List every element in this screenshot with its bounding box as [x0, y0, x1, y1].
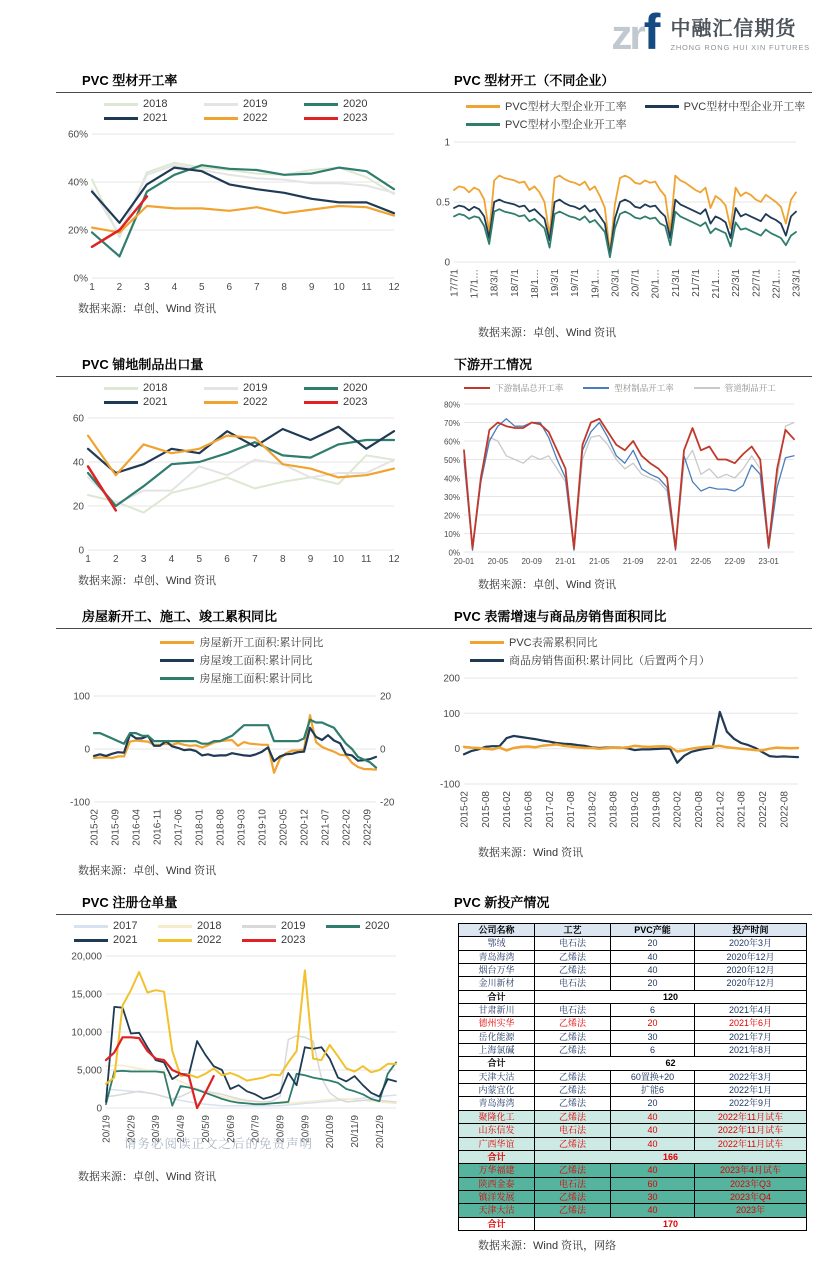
- legend-item: [158, 934, 242, 946]
- svg-text:1: 1: [89, 282, 95, 293]
- legend-item: [466, 116, 627, 132]
- svg-text:21/7/1: 21/7/1: [690, 269, 702, 297]
- table-row: 天津大沽 乙烯法 40 2023年: [459, 1204, 807, 1217]
- svg-text:2018-08: 2018-08: [608, 791, 620, 828]
- pvc-new-capacity-table: [458, 923, 807, 1231]
- legend-swatch: [74, 939, 108, 942]
- svg-text:3: 3: [140, 554, 147, 565]
- legend-label: PVC表需累积同比: [509, 637, 598, 649]
- table-row: 合计 120: [459, 990, 807, 1003]
- legend-swatch: [160, 641, 194, 644]
- svg-text:40%: 40%: [443, 474, 460, 484]
- svg-text:2021-07: 2021-07: [320, 809, 332, 846]
- svg-text:2016-02: 2016-02: [502, 791, 514, 828]
- legend-item: [204, 382, 304, 394]
- chart-title: PVC 铺地制品出口量: [82, 357, 204, 372]
- svg-text:7: 7: [253, 282, 260, 293]
- legend-label: 下游制品总开工率: [495, 383, 564, 393]
- svg-text:5: 5: [196, 554, 203, 565]
- legend-label: 2019: [243, 382, 268, 394]
- legend-label: 2021: [113, 934, 138, 946]
- panel-pvc-flooring-export: [56, 354, 428, 588]
- svg-text:20/10/9: 20/10/9: [325, 1115, 337, 1149]
- svg-text:0: 0: [78, 545, 84, 557]
- legend-swatch: [583, 387, 609, 389]
- svg-text:20/8/9: 20/8/9: [275, 1115, 287, 1143]
- legend-item: [470, 652, 710, 668]
- svg-text:22-05: 22-05: [690, 557, 712, 566]
- pvc-demand-vs-sales-chart: [428, 670, 810, 842]
- svg-text:22/7/1: 22/7/1: [751, 269, 763, 297]
- legend-swatch: [470, 659, 504, 662]
- chart-legend: [74, 920, 410, 946]
- svg-text:0%: 0%: [73, 273, 88, 285]
- svg-text:0: 0: [444, 257, 450, 269]
- title-rule: [56, 376, 428, 377]
- data-source: 数据来源：卓创、Wind 资讯: [78, 303, 217, 315]
- legend-swatch: [104, 117, 138, 120]
- svg-text:2020-05: 2020-05: [278, 809, 290, 846]
- svg-text:-100: -100: [69, 797, 90, 809]
- svg-text:21-05: 21-05: [589, 557, 610, 566]
- logo-f-text: f: [643, 4, 661, 60]
- chart-legend: [160, 634, 323, 686]
- svg-text:20-05: 20-05: [487, 557, 509, 566]
- legend-label: 2023: [343, 396, 368, 408]
- legend-item: [242, 920, 326, 932]
- legend-label: 2020: [343, 98, 368, 110]
- legend-label: 2022: [197, 934, 222, 946]
- svg-text:60: 60: [72, 413, 84, 425]
- legend-swatch: [104, 103, 138, 106]
- svg-text:40%: 40%: [67, 177, 88, 189]
- svg-text:0%: 0%: [448, 548, 460, 558]
- svg-text:20/12/9: 20/12/9: [374, 1115, 386, 1149]
- legend-label: 房屋施工面积:累计同比: [199, 673, 313, 685]
- data-source: 数据来源：卓创、Wind 资讯: [78, 575, 217, 587]
- legend-label: 2023: [281, 934, 306, 946]
- svg-text:21/3/1: 21/3/1: [670, 269, 682, 297]
- panel-pvc-demand-vs-sales: [428, 606, 812, 860]
- data-source: 数据来源：卓创、Wind 资讯: [78, 1171, 217, 1183]
- legend-label: 2021: [143, 112, 168, 124]
- table-row: 烟台万华 乙烯法 40 2020年12月: [459, 964, 807, 977]
- legend-item: [74, 934, 158, 946]
- svg-text:22/1…: 22/1…: [771, 269, 783, 299]
- svg-text:8: 8: [281, 282, 287, 293]
- legend-item: [74, 920, 158, 932]
- legend-swatch: [466, 105, 500, 108]
- downstream-operating-chart: [428, 396, 810, 574]
- data-source: 数据来源：卓创、Wind 资讯: [478, 579, 617, 591]
- legend-swatch: [204, 401, 238, 404]
- svg-text:2016-08: 2016-08: [523, 791, 535, 828]
- svg-text:19/1…: 19/1…: [590, 269, 602, 299]
- legend-swatch: [74, 925, 108, 928]
- legend-label: 房屋新开工面积:累计同比: [199, 637, 324, 649]
- svg-text:-20: -20: [380, 797, 395, 809]
- svg-text:60%: 60%: [67, 129, 88, 141]
- legend-item: [694, 382, 776, 394]
- svg-text:2017-06: 2017-06: [173, 809, 185, 846]
- svg-text:2020-12: 2020-12: [299, 809, 311, 846]
- legend-item: [466, 98, 627, 114]
- disclaimer-notice: 请务必阅读正文之后的免责声明: [124, 1137, 314, 1151]
- legend-swatch: [160, 677, 194, 680]
- pvc-flooring-export-chart: [56, 410, 406, 570]
- table-row: 聚隆化工 乙烯法 40 2022年11月试车: [459, 1110, 807, 1123]
- svg-text:18/1…: 18/1…: [529, 269, 541, 299]
- title-rule: [56, 628, 428, 629]
- svg-text:0.5: 0.5: [436, 197, 450, 209]
- svg-text:5,000: 5,000: [76, 1065, 102, 1077]
- report-body: [56, 70, 812, 1267]
- svg-text:20/6/9: 20/6/9: [225, 1115, 237, 1143]
- chart-title: PVC 表需增速与商品房销售面积同比: [454, 609, 667, 624]
- legend-item: [204, 112, 304, 124]
- table-row: 岳化能源 乙烯法 30 2021年7月: [459, 1030, 807, 1043]
- svg-text:5: 5: [199, 282, 205, 293]
- svg-text:22-01: 22-01: [656, 557, 678, 566]
- table-header-row: 公司名称 工艺 PVC产能 投产时间: [459, 924, 807, 937]
- svg-text:20,000: 20,000: [71, 951, 102, 963]
- table-row: 天津大沽 乙烯法 60置换+20 2022年3月: [459, 1070, 807, 1083]
- panel-pvc-profile-rate: [56, 70, 428, 316]
- legend-label: 2019: [243, 98, 268, 110]
- svg-text:2021-02: 2021-02: [715, 791, 727, 828]
- legend-swatch: [242, 925, 276, 928]
- title-rule: [428, 376, 812, 377]
- svg-text:2015-02: 2015-02: [89, 809, 101, 846]
- legend-label: 2020: [343, 382, 368, 394]
- table-row: 上海氯碱 乙烯法 6 2021年8月: [459, 1044, 807, 1057]
- legend-label: PVC型材大型企业开工率: [505, 101, 627, 113]
- svg-text:2019-08: 2019-08: [651, 791, 663, 828]
- svg-text:11: 11: [360, 554, 372, 565]
- svg-text:20/7/9: 20/7/9: [250, 1115, 262, 1143]
- svg-text:20: 20: [380, 691, 392, 703]
- svg-text:2020-02: 2020-02: [672, 791, 684, 828]
- svg-text:21-01: 21-01: [555, 557, 576, 566]
- svg-text:2017-08: 2017-08: [566, 791, 578, 828]
- svg-text:50%: 50%: [443, 456, 460, 465]
- legend-swatch: [470, 641, 504, 644]
- legend-label: 2022: [243, 112, 268, 124]
- legend-swatch: [160, 659, 194, 662]
- table-row: 山东信发 电石法 40 2022年11月试车: [459, 1124, 807, 1137]
- legend-swatch: [304, 401, 338, 404]
- svg-text:15,000: 15,000: [71, 989, 102, 1001]
- svg-text:20/4/9: 20/4/9: [176, 1115, 188, 1143]
- svg-text:4: 4: [171, 282, 178, 293]
- svg-text:10: 10: [332, 554, 344, 565]
- housing-yoy-chart: [56, 688, 408, 860]
- table-row: 合计 170: [459, 1217, 807, 1230]
- legend-swatch: [326, 925, 360, 928]
- legend-item: [304, 382, 404, 394]
- logo-zr-text: zr: [611, 11, 643, 59]
- table-row: 合计 166: [459, 1150, 807, 1163]
- svg-text:2018-01: 2018-01: [194, 809, 206, 846]
- legend-label: 2023: [343, 112, 368, 124]
- svg-text:21-09: 21-09: [622, 557, 644, 566]
- table-row: 鄂绒 电石法 20 2020年3月: [459, 937, 807, 950]
- company-logo: [611, 4, 661, 60]
- svg-text:22-09: 22-09: [724, 557, 745, 566]
- company-name-en: ZHONG RONG HUI XIN FUTURES: [670, 43, 810, 52]
- legend-item: [204, 98, 304, 110]
- svg-text:7: 7: [252, 554, 258, 565]
- svg-text:100: 100: [443, 708, 460, 720]
- table-row: 内蒙宜化 乙烯法 扩能6 2022年1月: [459, 1084, 807, 1097]
- svg-text:18/3/1: 18/3/1: [489, 269, 501, 297]
- table-row: 万华福建 乙烯法 40 2023年4月试车: [459, 1164, 807, 1177]
- data-source: 数据来源：Wind 资讯，网络: [478, 1239, 617, 1252]
- data-source: 数据来源：卓创、Wind 资讯: [78, 865, 217, 877]
- svg-text:12: 12: [388, 282, 400, 293]
- svg-text:0: 0: [454, 744, 460, 756]
- panel-housing-yoy: [56, 606, 428, 878]
- svg-text:2019-02: 2019-02: [630, 791, 642, 828]
- svg-text:20%: 20%: [443, 511, 460, 521]
- chart-legend: [466, 98, 805, 132]
- legend-swatch: [464, 387, 490, 389]
- legend-item: [304, 98, 404, 110]
- svg-text:20/1…: 20/1…: [650, 269, 662, 299]
- svg-text:20: 20: [72, 501, 84, 513]
- panel-downstream-operating: [428, 354, 812, 592]
- legend-label: 型材制品开工率: [614, 383, 674, 393]
- legend-label: 2022: [243, 396, 268, 408]
- legend-swatch: [158, 925, 192, 928]
- data-source: 数据来源：Wind 资讯: [478, 847, 584, 859]
- svg-text:20/11/9: 20/11/9: [350, 1115, 362, 1148]
- panel-pvc-profile-by-firm: [428, 70, 812, 340]
- svg-text:2015-09: 2015-09: [110, 809, 122, 846]
- legend-swatch: [466, 123, 500, 126]
- legend-label: PVC型材小型企业开工率: [505, 119, 627, 131]
- company-name-cn: 中融汇信期货: [670, 18, 797, 40]
- table-row: 金川新材 电石法 20 2020年12月: [459, 977, 807, 990]
- svg-text:2020-08: 2020-08: [694, 791, 706, 828]
- svg-text:4: 4: [168, 554, 175, 565]
- legend-swatch: [242, 939, 276, 942]
- legend-swatch: [104, 401, 138, 404]
- legend-label: 管道制品开工: [724, 383, 776, 393]
- legend-item: [583, 382, 674, 394]
- table-row: 德州实华 乙烯法 20 2021年6月: [459, 1017, 807, 1030]
- table-row: 青岛海湾 乙烯法 40 2020年12月: [459, 950, 807, 963]
- svg-text:8: 8: [279, 554, 286, 565]
- chart-title: PVC 型材开工率: [82, 73, 178, 88]
- legend-item: [104, 98, 204, 110]
- legend-swatch: [304, 387, 338, 390]
- legend-swatch: [104, 387, 138, 390]
- svg-text:12: 12: [388, 554, 400, 565]
- legend-label: 2018: [143, 382, 168, 394]
- legend-label: 2018: [143, 98, 168, 110]
- table-row: 镇洋发展 乙烯法 30 2023年Q4: [459, 1190, 807, 1203]
- legend-swatch: [204, 117, 238, 120]
- legend-label: 房屋竣工面积:累计同比: [199, 655, 313, 667]
- svg-text:0: 0: [96, 1103, 102, 1115]
- legend-label: 2021: [143, 396, 168, 408]
- svg-text:20/2/9: 20/2/9: [126, 1115, 138, 1143]
- svg-text:2021-08: 2021-08: [736, 791, 748, 828]
- svg-text:0: 0: [380, 744, 386, 756]
- svg-text:2022-02: 2022-02: [757, 791, 769, 828]
- svg-text:2018-02: 2018-02: [587, 791, 599, 828]
- legend-swatch: [204, 387, 238, 390]
- legend-swatch: [158, 939, 192, 942]
- svg-text:2016-04: 2016-04: [131, 809, 143, 846]
- legend-item: [160, 652, 323, 668]
- svg-text:17/7/1: 17/7/1: [449, 269, 461, 297]
- table-row: 合计 62: [459, 1057, 807, 1070]
- legend-swatch: [204, 103, 238, 106]
- svg-text:20-01: 20-01: [453, 557, 475, 566]
- table-title: PVC 新投产情况: [454, 895, 550, 910]
- svg-text:20%: 20%: [67, 225, 88, 237]
- svg-text:2017-02: 2017-02: [544, 791, 556, 828]
- chart-title: PVC 型材开工（不同企业）: [454, 73, 615, 88]
- svg-text:2019-03: 2019-03: [236, 809, 248, 846]
- data-source: 数据来源：卓创、Wind 资讯: [478, 327, 617, 339]
- svg-text:9: 9: [307, 554, 314, 565]
- svg-text:2022-09: 2022-09: [362, 809, 374, 846]
- title-rule: [428, 92, 812, 93]
- svg-text:40: 40: [72, 457, 84, 469]
- svg-text:2015-08: 2015-08: [480, 791, 492, 828]
- legend-item: [104, 396, 204, 408]
- svg-text:22/3/1: 22/3/1: [731, 269, 743, 297]
- svg-text:2022-08: 2022-08: [779, 791, 791, 828]
- legend-item: [158, 920, 242, 932]
- chart-title: PVC 注册仓单量: [82, 895, 178, 910]
- svg-text:17/1…: 17/1…: [469, 269, 481, 299]
- svg-text:0: 0: [84, 744, 90, 756]
- svg-text:-100: -100: [439, 779, 460, 791]
- svg-text:70%: 70%: [443, 419, 460, 428]
- pvc-profile-by-firm-chart: [428, 134, 806, 322]
- svg-text:2016-11: 2016-11: [152, 809, 164, 845]
- table-row: 广西华谊 乙烯法 40 2022年11月试车: [459, 1137, 807, 1150]
- legend-item: [304, 396, 404, 408]
- legend-item: [104, 112, 204, 124]
- title-rule: [56, 914, 428, 915]
- legend-label: 2019: [281, 920, 306, 932]
- chart-title: 房屋新开工、施工、竣工累积同比: [82, 609, 278, 624]
- chart-legend: [428, 382, 812, 394]
- legend-swatch: [645, 105, 679, 108]
- svg-text:23-01: 23-01: [758, 557, 779, 566]
- svg-text:6: 6: [224, 554, 230, 565]
- svg-text:6: 6: [226, 282, 233, 293]
- legend-item: [464, 382, 563, 394]
- brand-header: [611, 4, 810, 60]
- svg-text:2019-10: 2019-10: [257, 809, 269, 846]
- chart-legend: [104, 382, 404, 408]
- svg-text:19/7/1: 19/7/1: [570, 269, 582, 297]
- svg-text:10: 10: [333, 282, 345, 293]
- svg-text:20/9/9: 20/9/9: [300, 1115, 312, 1143]
- svg-text:60%: 60%: [443, 437, 460, 447]
- legend-label: PVC型材中型企业开工率: [683, 101, 806, 113]
- svg-text:30%: 30%: [443, 493, 460, 502]
- title-rule: [428, 914, 812, 915]
- legend-swatch: [304, 117, 338, 120]
- svg-text:20/1/9: 20/1/9: [101, 1115, 113, 1143]
- svg-text:200: 200: [443, 673, 460, 685]
- svg-text:23/3/1: 23/3/1: [791, 269, 803, 297]
- svg-text:20/3/1: 20/3/1: [610, 269, 622, 297]
- chart-title: 下游开工情况: [454, 357, 533, 372]
- legend-item: [204, 396, 304, 408]
- svg-text:20/5/9: 20/5/9: [200, 1115, 212, 1143]
- svg-text:2018-08: 2018-08: [215, 809, 227, 846]
- svg-text:19/3/1: 19/3/1: [550, 269, 562, 297]
- title-rule: [56, 92, 428, 93]
- svg-text:80%: 80%: [443, 400, 460, 410]
- legend-label: 2018: [197, 920, 222, 932]
- title-rule: [428, 628, 812, 629]
- svg-text:1: 1: [444, 137, 450, 149]
- table-row: 甘肃新川 电石法 6 2021年4月: [459, 1004, 807, 1017]
- legend-item: [104, 382, 204, 394]
- chart-legend: [104, 98, 404, 124]
- legend-label: 2017: [113, 920, 138, 932]
- pvc-profile-rate-chart: [56, 126, 406, 298]
- svg-text:2: 2: [116, 282, 123, 293]
- legend-item: [242, 934, 326, 946]
- svg-text:2022-02: 2022-02: [341, 809, 353, 846]
- svg-text:20/3/9: 20/3/9: [151, 1115, 163, 1143]
- svg-text:9: 9: [308, 282, 315, 293]
- legend-swatch: [304, 103, 338, 106]
- table-row: 陕西金泰 电石法 60 2023年Q3: [459, 1177, 807, 1190]
- legend-item: [160, 634, 323, 650]
- svg-text:11: 11: [361, 282, 372, 293]
- svg-text:10,000: 10,000: [71, 1027, 102, 1039]
- svg-text:20-09: 20-09: [521, 557, 542, 566]
- svg-text:2015-02: 2015-02: [459, 791, 471, 828]
- legend-item: [645, 98, 806, 114]
- legend-item: [470, 634, 710, 650]
- svg-text:18/7/1: 18/7/1: [509, 269, 521, 297]
- legend-label: 商品房销售面积:累计同比（后置两个月）: [509, 655, 711, 667]
- legend-item: [304, 112, 404, 124]
- legend-item: [160, 670, 323, 686]
- legend-label: 2020: [365, 920, 390, 932]
- svg-text:100: 100: [73, 691, 90, 703]
- chart-legend: [470, 634, 710, 668]
- svg-text:20/7/1: 20/7/1: [630, 269, 642, 297]
- table-row: 青岛海湾 乙烯法 20 2022年9月: [459, 1097, 807, 1110]
- legend-item: [326, 920, 410, 932]
- legend-swatch: [694, 387, 720, 389]
- table-body: [459, 924, 807, 1231]
- panel-pvc-new-capacity: [428, 892, 812, 1253]
- svg-text:21/1…: 21/1…: [711, 269, 723, 299]
- svg-text:10%: 10%: [443, 530, 460, 539]
- svg-text:3: 3: [144, 282, 150, 293]
- svg-text:2: 2: [113, 554, 119, 565]
- svg-text:1: 1: [85, 554, 91, 565]
